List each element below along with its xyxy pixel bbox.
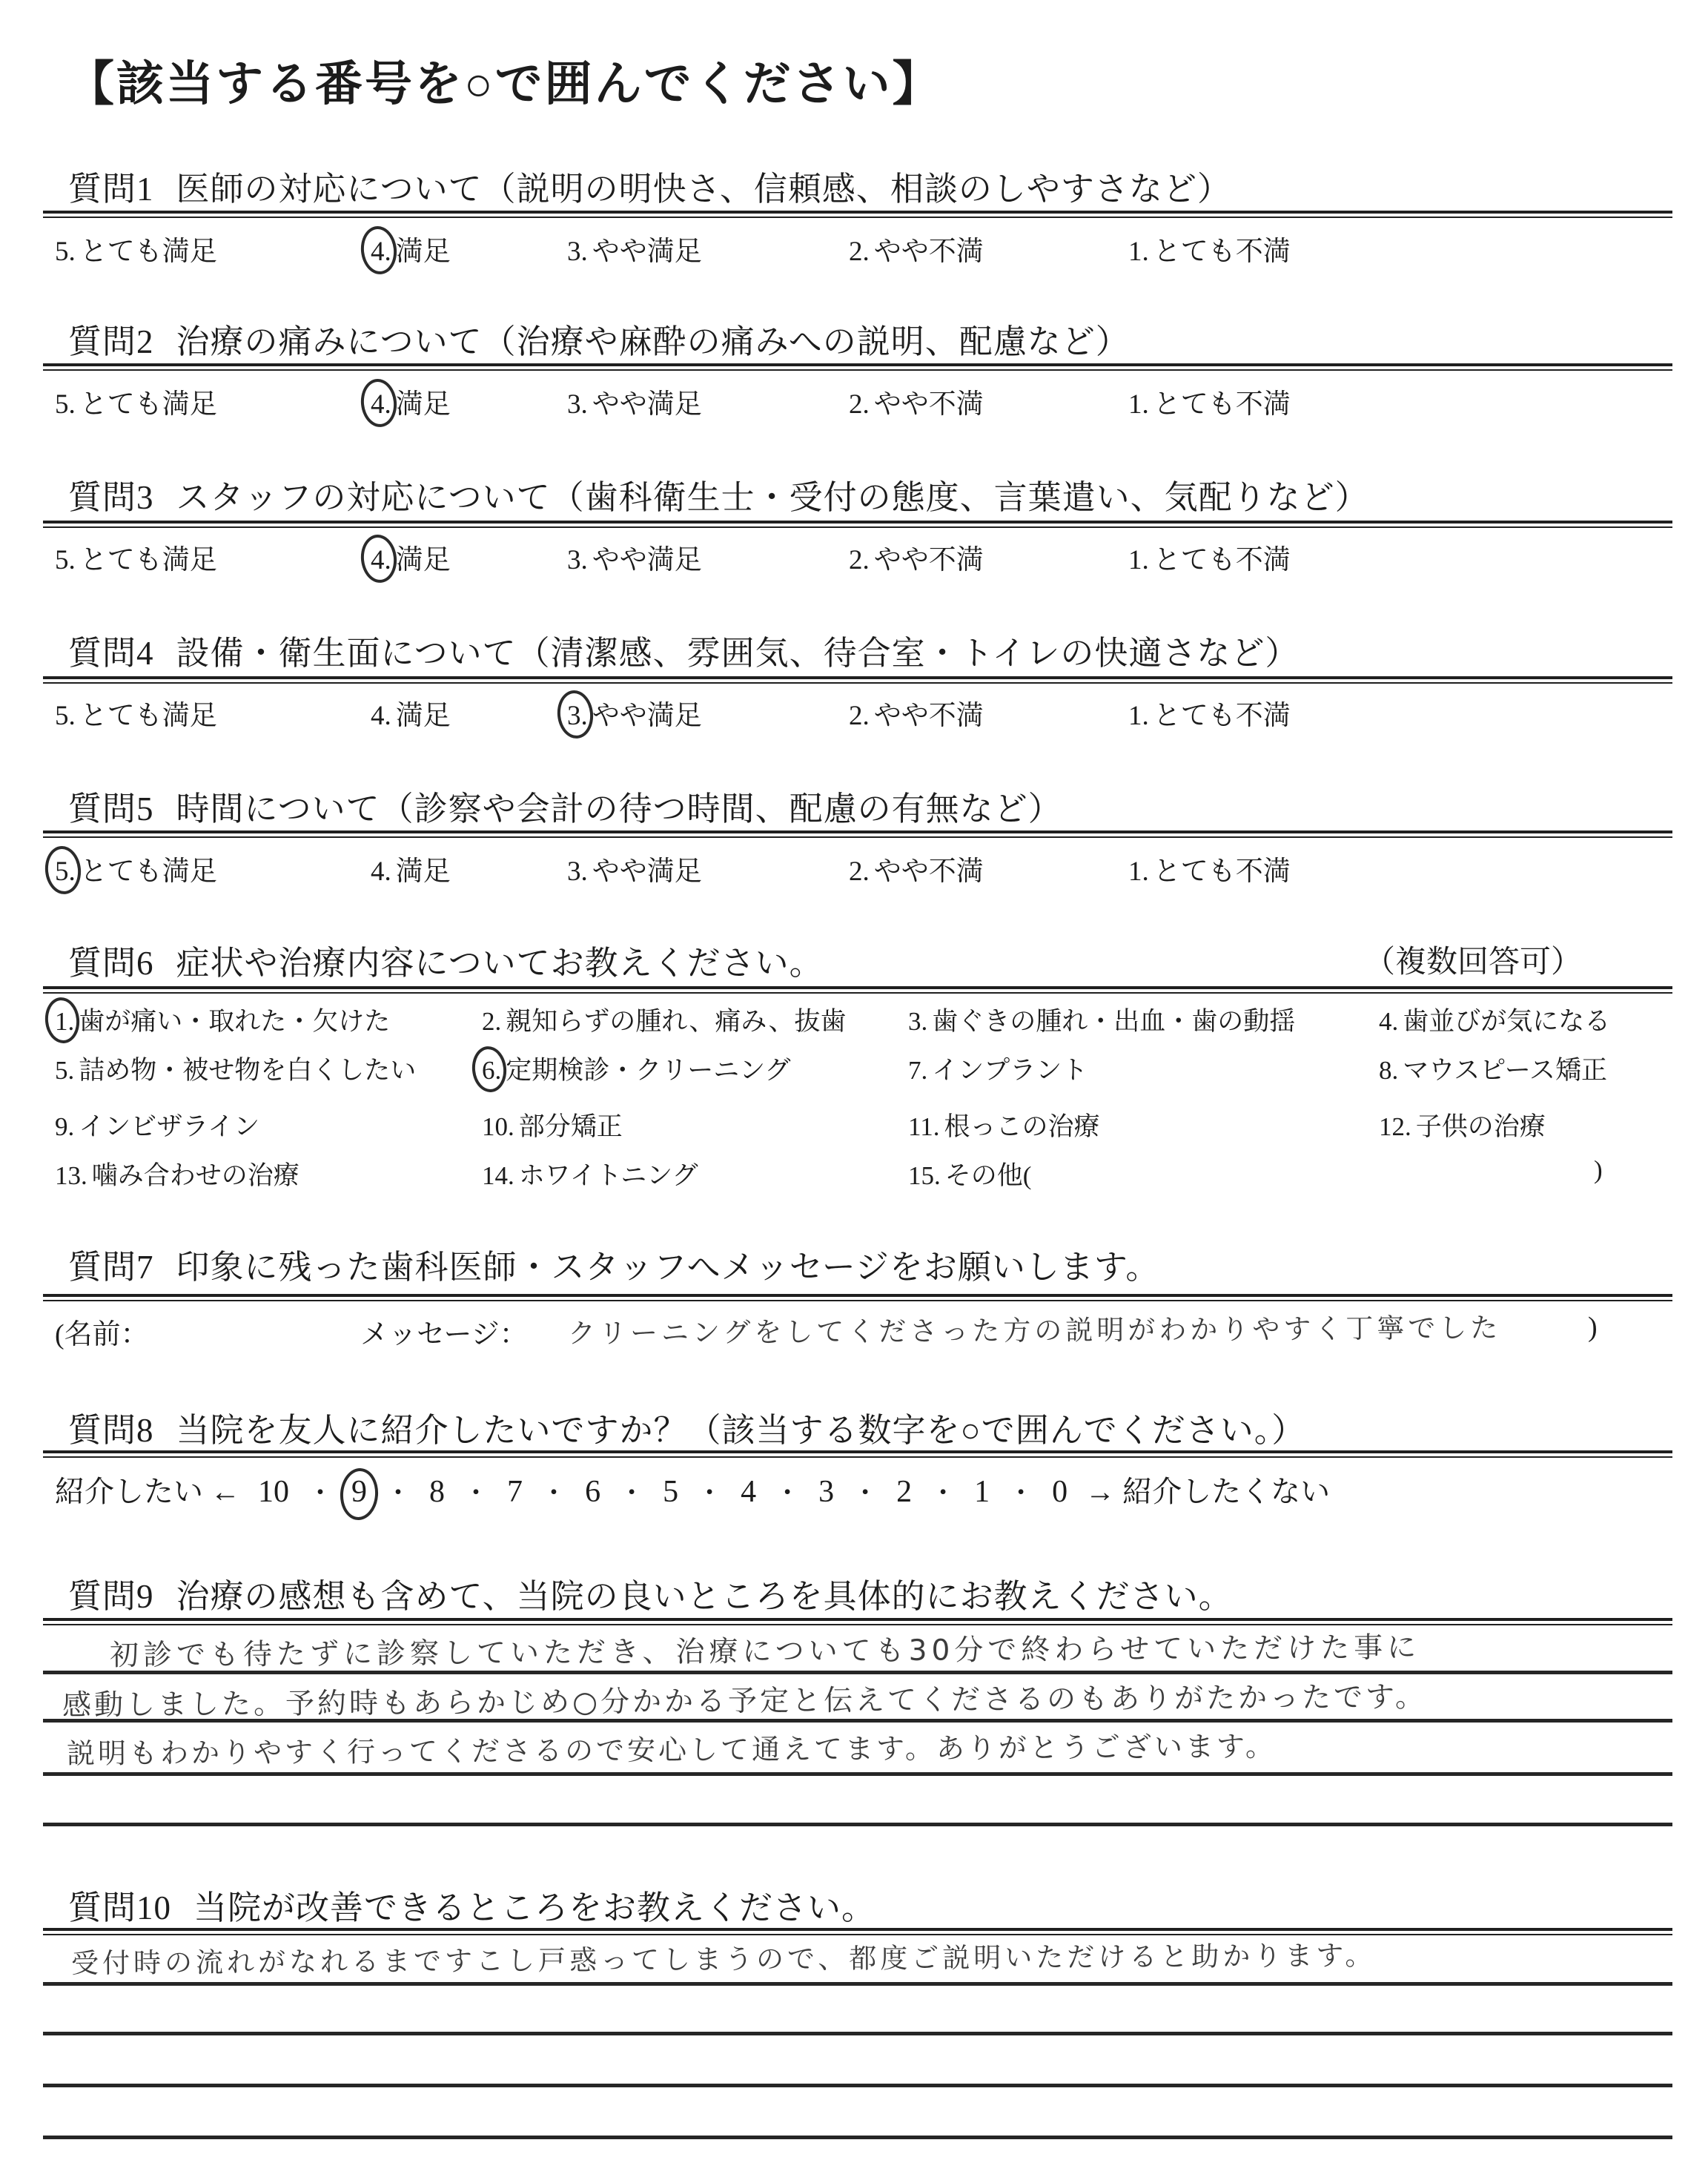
item-label: インプラント [932,1056,1088,1085]
option-number: 5. [55,389,76,420]
divider-line [43,521,1672,528]
q5-option-5 [55,848,217,888]
option-label: やや満足 [592,389,702,420]
answer-line [43,1823,1672,1826]
handwritten-answer-line-1: 初診でも待たずに診察していただき、治療についても30分で終わらせていただけた事に [109,1631,1421,1673]
q3-option-1 [1128,537,1291,577]
item-number: 3. [908,1007,928,1036]
handwritten-answer-line-3: 説明もわかりやすく行ってくださるので安心して通えてます。ありがとうございます。 [66,1730,1277,1770]
scale-dot: ・ [1007,1478,1035,1507]
question-title: 治療の感想も含めて、当院の良いところを具体的にお教えください。 [176,1578,1233,1615]
scale-dot: ・ [852,1478,879,1507]
q3-option-4 [371,537,451,577]
q4-option-2 [849,693,984,733]
option-number: 2. [849,389,870,420]
q5-option-3 [567,848,702,888]
question-number: 質問2 [68,323,154,360]
scale-number-7: 7 [507,1475,523,1509]
item-label: 歯並びが気になる [1403,1007,1611,1036]
q6-item-14 [482,1155,698,1192]
option-number: 4. [371,856,391,887]
option-number: 1. [1128,856,1149,887]
question-number: 質問6 [68,945,154,982]
item-label: マウスピース矯正 [1403,1056,1608,1085]
divider-line [43,676,1672,684]
answer-line [43,1982,1672,1986]
item-number: 6. [482,1056,502,1085]
q1-rating-row [0,228,1708,273]
item-number: 15. [908,1161,941,1190]
item-number: 4. [1379,1007,1399,1036]
question-1-heading [68,162,1231,210]
item-label: 親知らずの腫れ、痛み、抜歯 [506,1007,847,1036]
option-label: やや満足 [592,701,702,731]
option-number: 3. [567,545,588,575]
option-number: 4. [371,237,391,267]
option-label: やや満足 [592,856,702,887]
option-number: 5. [55,856,76,887]
question-number: 質問4 [68,635,154,672]
question-number: 質問10 [68,1889,172,1926]
scale-number-9: 9 [351,1475,368,1509]
scale-right-label: → 紹介したくない [1085,1475,1331,1508]
option-label: 満足 [395,856,451,887]
q6-item-5 [55,1050,416,1087]
q3-option-5 [55,537,217,577]
answer-line [43,1671,1672,1674]
option-number: 3. [567,701,588,731]
option-number: 1. [1128,389,1149,420]
message-field-label: メッセージ： [360,1319,528,1350]
option-number: 5. [55,701,76,731]
scale-number-1: 1 [974,1475,990,1509]
option-number: 4. [371,389,391,420]
scale-dot: ・ [930,1478,957,1507]
scale-number-5: 5 [663,1475,679,1509]
question-title: 設備・衛生面について（清潔感、雰囲気、待合室・トイレの快適さなど） [176,635,1300,672]
q2-option-4 [371,381,451,421]
answer-line [43,1772,1672,1776]
q5-option-1 [1128,848,1291,888]
question-7-heading [68,1240,1159,1288]
q6-item-9 [55,1106,259,1143]
question-6-heading [68,936,824,984]
divider-line [43,1928,1672,1935]
item-label: 詰め物・被せ物を白くしたい [79,1056,417,1085]
question-title: 当院を友人に紹介したいですか？（該当する数字を○で囲んでください。） [176,1412,1306,1449]
q2-rating-row [0,381,1708,426]
form-title: 【該当する番号を○で囲んでください】 [67,58,942,110]
question-title: 印象に残った歯科医師・スタッフへメッセージをお願いします。 [176,1249,1160,1286]
item-number: 10. [482,1112,514,1141]
option-label: やや不満 [873,701,984,731]
nps-scale-row [55,1468,1330,1510]
question-4-heading [68,626,1299,674]
item-label: ホワイトニング [518,1161,698,1190]
q6-item-7 [908,1050,1088,1087]
q5-option-4 [371,848,451,888]
q4-option-4 [371,693,451,733]
q1-option-5 [55,228,217,268]
question-5-heading [68,782,1062,830]
q4-option-3 [567,693,702,733]
item-number: 8. [1379,1056,1399,1085]
item-label: 定期検診・クリーニング [506,1056,791,1085]
option-number: 3. [567,856,588,887]
question-number: 質問9 [68,1578,154,1615]
item-label: 部分矯正 [518,1112,623,1141]
scale-left-label: 紹介したい ← [55,1475,240,1508]
question-number: 質問3 [68,479,154,516]
question-9-heading [68,1569,1233,1617]
scale-number-6: 6 [585,1475,601,1509]
option-label: 満足 [395,389,451,420]
option-label: やや満足 [592,237,702,267]
q6-item-8 [1379,1050,1607,1087]
scale-number-3: 3 [818,1475,835,1509]
question-title: 医師の対応について（説明の明快さ、信頼感、相談のしやすさなど） [176,171,1231,208]
q1-option-2 [849,228,984,268]
q5-option-2 [849,848,984,888]
option-number: 2. [849,701,870,731]
q3-rating-row [0,537,1708,581]
question-number: 質問5 [68,790,154,828]
item-number: 11. [908,1112,940,1141]
question-number: 質問7 [68,1249,154,1286]
divider-line [43,986,1672,994]
option-number: 4. [371,545,391,575]
q2-option-3 [567,381,702,421]
q5-rating-row [0,848,1708,893]
scale-dot: ・ [774,1478,801,1507]
item-label: 歯が痛い・取れた・欠けた [79,1007,391,1036]
option-label: 満足 [395,701,451,731]
option-number: 1. [1128,545,1149,575]
q6-item-11 [908,1106,1099,1143]
scale-dot: ・ [618,1478,646,1507]
question-number: 質問8 [68,1412,154,1449]
q1-option-4 [371,228,451,268]
divider-line [43,830,1672,838]
option-label: やや不満 [873,856,984,887]
q4-option-5 [55,693,217,733]
q2-option-5 [55,381,217,421]
option-label: 満足 [395,545,451,575]
option-label: とても不満 [1153,545,1291,575]
handwritten-message: クリーニングをしてくださった方の説明がわかりやすく丁寧でした [567,1312,1502,1350]
scale-dot: ・ [385,1478,412,1507]
q6-item-12 [1379,1106,1546,1143]
q6-item-15 [908,1155,1031,1192]
option-label: とても満足 [79,856,217,887]
divider-line [43,1450,1672,1458]
q6-item-13 [55,1155,299,1192]
option-label: とても満足 [79,389,217,420]
item-label: インビザライン [79,1112,260,1141]
answer-line [43,2084,1672,2087]
option-number: 3. [567,237,588,267]
q2-option-2 [849,381,984,421]
item-number: 1. [55,1007,75,1036]
item-number: 13. [55,1161,87,1190]
item-number: 5. [55,1056,75,1085]
question-title: 治療の痛みについて（治療や麻酔の痛みへの説明、配慮など） [176,323,1130,360]
question-title: 症状や治療内容についてお教えください。 [176,945,824,982]
question-title: スタッフの対応について（歯科衛生士・受付の態度、言葉遣い、気配りなど） [176,479,1369,516]
item-label: 子供の治療 [1415,1112,1546,1141]
question-title: 時間について（診察や会計の待つ時間、配慮の有無など） [176,790,1062,828]
option-number: 1. [1128,701,1149,731]
answer-line [43,2136,1672,2139]
item-number: 7. [908,1056,928,1085]
option-number: 5. [55,545,76,575]
option-number: 1. [1128,237,1149,267]
option-label: とても不満 [1153,701,1291,731]
q3-option-3 [567,537,702,577]
divider-line [43,363,1672,371]
divider-line [43,1294,1672,1301]
divider-line [43,211,1672,218]
option-label: とても満足 [79,237,217,267]
option-number: 3. [567,389,588,420]
item-label: 噛み合わせの治療 [91,1161,299,1190]
item-number: 12. [1379,1112,1411,1141]
scale-number-4: 4 [741,1475,757,1509]
q6-item-10 [482,1106,623,1143]
handwritten-answer-line-1: 受付時の流れがなれるまですこし戸惑ってしまうので、都度ご説明いただけると助かります。 [70,1939,1377,1980]
q4-rating-row [0,693,1708,737]
multiple-answers-note: （複数回答可） [1364,945,1583,980]
option-label: 満足 [395,237,451,267]
option-number: 2. [849,545,870,575]
question-10-heading [68,1880,875,1929]
q6-item-1 [55,1001,390,1038]
item-number: 14. [482,1161,514,1190]
q6-item-3 [908,1001,1295,1038]
q1-option-1 [1128,228,1291,268]
item-number: 2. [482,1007,502,1036]
scale-number-8: 8 [429,1475,446,1509]
q6-item-4 [1379,1001,1610,1038]
divider-line [43,1618,1672,1625]
answer-line [43,2032,1672,2035]
scale-number-2: 2 [896,1475,913,1509]
question-2-heading [68,314,1130,363]
message-close-paren: ) [1588,1312,1598,1343]
name-field-label: (名前： [55,1319,149,1350]
scale-dot: ・ [696,1478,724,1507]
option-label: とても満足 [79,545,217,575]
q6-item-2 [482,1001,846,1038]
q1-option-3 [567,228,702,268]
option-label: とても不満 [1153,237,1291,267]
q6-item-6 [482,1050,791,1087]
question-8-heading [68,1403,1305,1451]
question-title: 当院が改善できるところをお教えください。 [193,1889,876,1926]
scale-dot: ・ [540,1478,568,1507]
question-number: 質問1 [68,171,154,208]
item-label: 歯ぐきの腫れ・出血・歯の動揺 [932,1007,1296,1036]
option-label: とても満足 [79,701,217,731]
question-3-heading [68,470,1369,518]
item-number: 9. [55,1112,75,1141]
option-label: とても不満 [1153,389,1291,420]
q2-option-1 [1128,381,1291,421]
option-number: 4. [371,701,391,731]
scale-number-10: 10 [258,1475,289,1509]
q4-option-1 [1128,693,1291,733]
option-label: やや満足 [592,545,702,575]
option-label: やや不満 [873,545,984,575]
option-label: やや不満 [873,237,984,267]
scale-number-0: 0 [1052,1475,1068,1509]
option-label: とても不満 [1153,856,1291,887]
handwritten-answer-line-2: 感動しました。予約時もあらかじめ○分かかる予定と伝えてくださるのもありがたかったです。 [62,1680,1428,1723]
q3-option-2 [849,537,984,577]
item-label: その他( [944,1161,1032,1190]
option-number: 2. [849,237,870,267]
item-label: 根っこの治療 [944,1112,1100,1141]
option-number: 5. [55,237,76,267]
scale-dot: ・ [307,1478,334,1507]
q6-other-close-paren: ) [1594,1155,1603,1184]
option-number: 2. [849,856,870,887]
scale-dot: ・ [463,1478,490,1507]
option-label: やや不満 [873,389,984,420]
answer-line [43,1719,1672,1723]
